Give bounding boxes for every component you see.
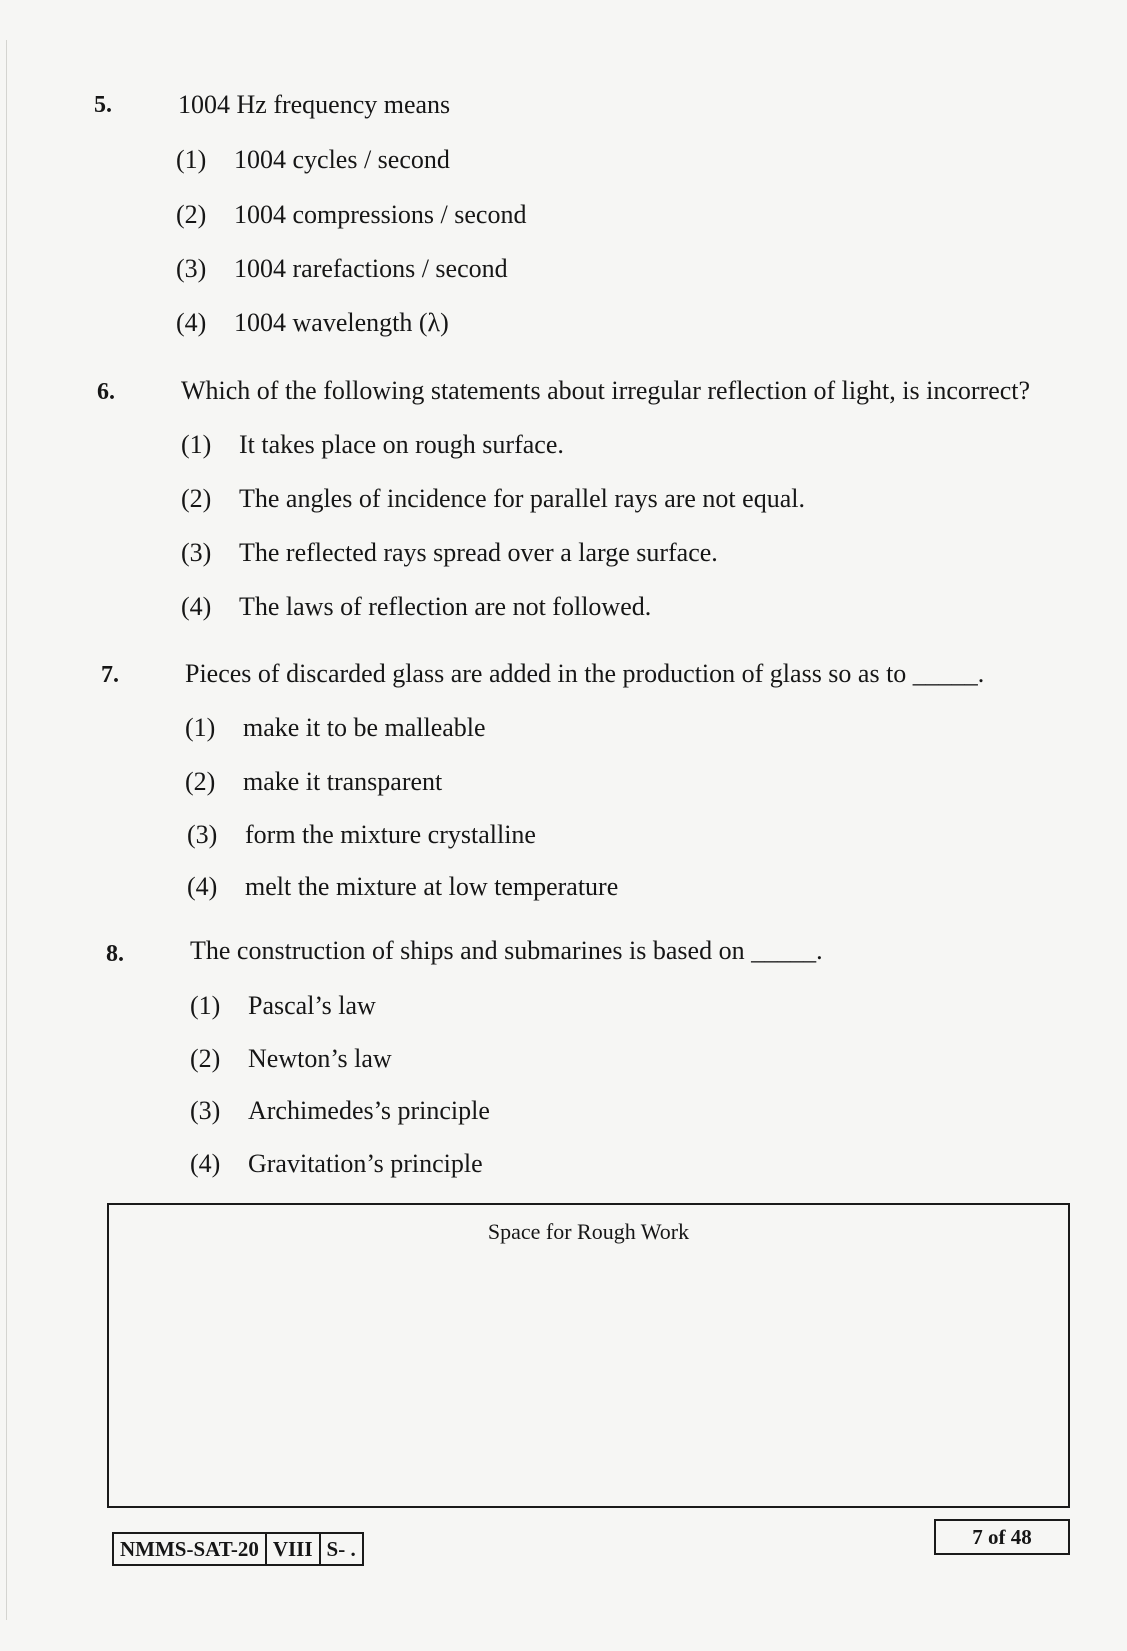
footer-exam-code-box bbox=[112, 1532, 364, 1566]
option-text: The angles of incidence for parallel rays are not equal. bbox=[239, 484, 805, 513]
option-text: 1004 compressions / second bbox=[234, 200, 527, 229]
question-text: Pieces of discarded glass are added in the production of glass so as to _____. bbox=[185, 659, 985, 688]
option-2 bbox=[190, 1044, 392, 1074]
option-number: (1) bbox=[190, 991, 221, 1020]
option-number: (3) bbox=[181, 538, 212, 567]
question-number: 6. bbox=[97, 379, 115, 405]
option-3 bbox=[187, 820, 536, 850]
option-2 bbox=[176, 200, 526, 230]
option-text: melt the mixture at low temperature bbox=[245, 872, 619, 901]
question-number: 8. bbox=[106, 941, 124, 967]
option-2 bbox=[185, 767, 442, 797]
option-number: (4) bbox=[187, 872, 218, 901]
option-text: It takes place on rough surface. bbox=[239, 430, 564, 459]
option-3 bbox=[176, 254, 508, 284]
option-text: 1004 cycles / second bbox=[234, 145, 450, 174]
option-text: form the mixture crystalline bbox=[245, 820, 536, 849]
option-1 bbox=[176, 145, 450, 175]
option-number: (1) bbox=[181, 430, 212, 459]
option-number: (2) bbox=[190, 1044, 221, 1073]
page-edge-shadow bbox=[6, 40, 7, 1620]
option-number: (2) bbox=[176, 200, 207, 229]
option-number: (4) bbox=[190, 1149, 221, 1178]
option-number: (3) bbox=[176, 254, 207, 283]
option-text: Archimedes’s principle bbox=[248, 1096, 490, 1125]
option-text: make it transparent bbox=[243, 767, 443, 796]
option-number: (3) bbox=[187, 820, 218, 849]
option-text: The laws of reflection are not followed. bbox=[239, 592, 652, 621]
set-code: S- . bbox=[319, 1534, 362, 1564]
question-text: Which of the following statements about irregular reflection of light, is incorrect? bbox=[181, 376, 1031, 405]
option-number: (3) bbox=[190, 1096, 221, 1125]
option-1 bbox=[190, 991, 376, 1021]
option-text: Pascal’s law bbox=[248, 991, 376, 1020]
question-text: The construction of ships and submarines is based on _____. bbox=[190, 936, 823, 965]
option-2 bbox=[181, 484, 805, 514]
option-3 bbox=[190, 1096, 490, 1126]
option-4 bbox=[176, 308, 449, 338]
question-number: 7. bbox=[101, 662, 119, 688]
option-4 bbox=[187, 872, 618, 902]
class-code: VIII bbox=[265, 1534, 319, 1564]
page-number: 7 of 48 bbox=[934, 1519, 1070, 1555]
option-4 bbox=[190, 1149, 483, 1179]
option-number: (4) bbox=[176, 308, 207, 337]
option-text: Newton’s law bbox=[248, 1044, 392, 1073]
exam-code: NMMS-SAT-20 bbox=[120, 1536, 259, 1561]
option-1 bbox=[185, 713, 486, 743]
option-4 bbox=[181, 592, 651, 622]
option-number: (2) bbox=[181, 484, 212, 513]
rough-work-box bbox=[107, 1203, 1070, 1508]
option-text: 1004 rarefactions / second bbox=[234, 254, 508, 283]
option-number: (1) bbox=[185, 713, 216, 742]
option-number: (2) bbox=[185, 767, 216, 796]
rough-work-title: Space for Rough Work bbox=[487, 1219, 690, 1244]
option-text: make it to be malleable bbox=[243, 713, 486, 742]
option-text: 1004 wavelength (λ) bbox=[234, 308, 449, 337]
option-text: Gravitation’s principle bbox=[248, 1149, 483, 1178]
option-1 bbox=[181, 430, 564, 460]
option-3 bbox=[181, 538, 718, 568]
question-text: 1004 Hz frequency means bbox=[178, 90, 451, 119]
question-number: 5. bbox=[94, 92, 112, 118]
option-text: The reflected rays spread over a large surface. bbox=[239, 538, 718, 567]
option-number: (4) bbox=[181, 592, 212, 621]
option-number: (1) bbox=[176, 145, 207, 174]
